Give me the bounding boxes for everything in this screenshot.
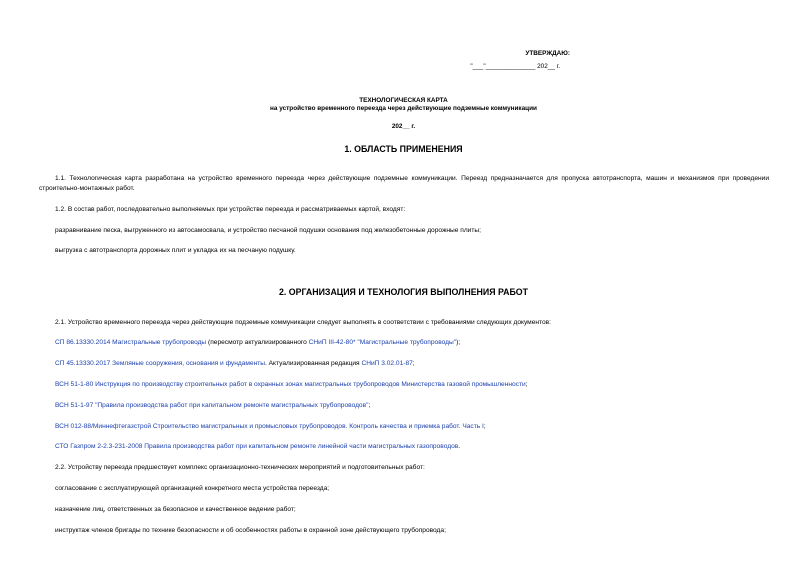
section-2-paragraph-2: 2.2. Устройству переезда предшествует комплекс организационно-технических мероприятий и подготовительных работ: [55,464,425,471]
document-ref-1: СП 86.13330.2014 Магистральные трубопроводы (пересмотр актуализированного СНиП III-42-80* "Магистральные трубопроводы"); [55,339,461,346]
document-link-snip-3-42-80[interactable]: СНиП III-42-80* "Магистральные трубопроводы" [308,339,457,346]
document-ref-4: ВСН 51-1-97 "Правила производства работ при капитальном ремонте магистральных трубопроводов"; [55,402,371,409]
document-ref-6: СТО Газпром 2-2.3-231-2008 Правила производства работ при капитальном ремонте линейной части магистральных газопроводов. [55,443,461,450]
document-link-sto-gazprom[interactable]: СТО Газпром 2-2.3-231-2008 Правила производства работ при капитальном ремонте линейной части магистральных газопроводов [55,443,459,450]
approve-date-line: "___"______________ 202__ г. [470,63,560,70]
section-1-paragraph-1: 1.1. Технологическая карта разработана на устройство временного переезда через действующие подземные коммуникации. Переезд предназначается для пропуска автотранспорта, машин и механизмов при проведении строительно-монтажных работ. [39,175,769,192]
document-link-sp45[interactable]: СП 45.13330.2017 Земляные сооружения, основания и фундаменты [55,360,265,367]
document-link-sp86[interactable]: СП 86.13330.2014 Магистральные трубопроводы [55,339,207,346]
document-link-snip-3-02-01[interactable]: СНиП 3.02.01-87 [361,360,413,367]
document-link-vsn-51-1-80[interactable]: ВСН 51-1-80 Инструкция по производству строительных работ в охранных зонах магистральных трубопроводов Министерства газовой промышленности [55,381,526,388]
section-2-list-item-1: согласование с эксплуатирующей организацией конкретного места устройства переезда; [55,485,330,492]
section-2-paragraph-1: 2.1. Устройство временного переезда через действующие подземные коммуникации следует выполнять в соответствии с требованиями следующих документов: [55,319,551,326]
document-ref-3: ВСН 51-1-80 Инструкция по производству строительных работ в охранных зонах магистральных трубопроводов Министерства газовой промышленности; [55,381,528,388]
section-1-paragraph-2: 1.2. В состав работ, последовательно выполняемых при устройстве переезда и рассматриваемых картой, входят: [55,206,406,213]
approve-label: УТВЕРЖДАЮ: [525,50,570,57]
section-2-heading: 2. ОРГАНИЗАЦИЯ И ТЕХНОЛОГИЯ ВЫПОЛНЕНИЯ РАБОТ [278,287,528,297]
document-link-vsn-012-88[interactable]: ВСН 012-88/Миннефтегазстрой Строительство магистральных и промысловых трубопроводов. Контроль качества и приемка работ. Часть I [55,423,484,430]
section-1-heading: 1. ОБЛАСТЬ ПРИМЕНЕНИЯ [344,144,463,154]
document-link-vsn-51-1-97[interactable]: ВСН 51-1-97 "Правила производства работ при капитальном ремонте магистральных трубопроводов" [55,402,369,409]
document-ref-2: СП 45.13330.2017 Земляные сооружения, основания и фундаменты. Актуализированная редакция СНиП 3.02.01-87; [55,360,415,367]
section-2-list-item-2: назначение лиц, ответственных за безопасное и качественное ведение работ; [55,506,296,513]
card-year: 202__ г. [391,123,416,130]
section-1-list-item-2: выгрузка с автотранспорта дорожных плит и укладка их на песчаную подушку. [55,247,296,254]
card-subtitle: на устройство временного переезда через действующие подземные коммуникации [270,105,537,112]
card-title: ТЕХНОЛОГИЧЕСКАЯ КАРТА [359,97,448,104]
document-ref-5: ВСН 012-88/Миннефтегазстрой Строительство магистральных и промысловых трубопроводов. Контроль качества и приемка работ. Часть I; [55,423,486,430]
section-2-list-item-3: инструктаж членов бригады по технике безопасности и об особенностях работы в охранной зоне действующего трубопровода; [55,527,446,534]
section-1-list-item-1: разравнивание песка, выгруженного из автосамосвала, и устройство песчаной подушки основания под железобетонные дорожные плиты; [55,227,481,234]
